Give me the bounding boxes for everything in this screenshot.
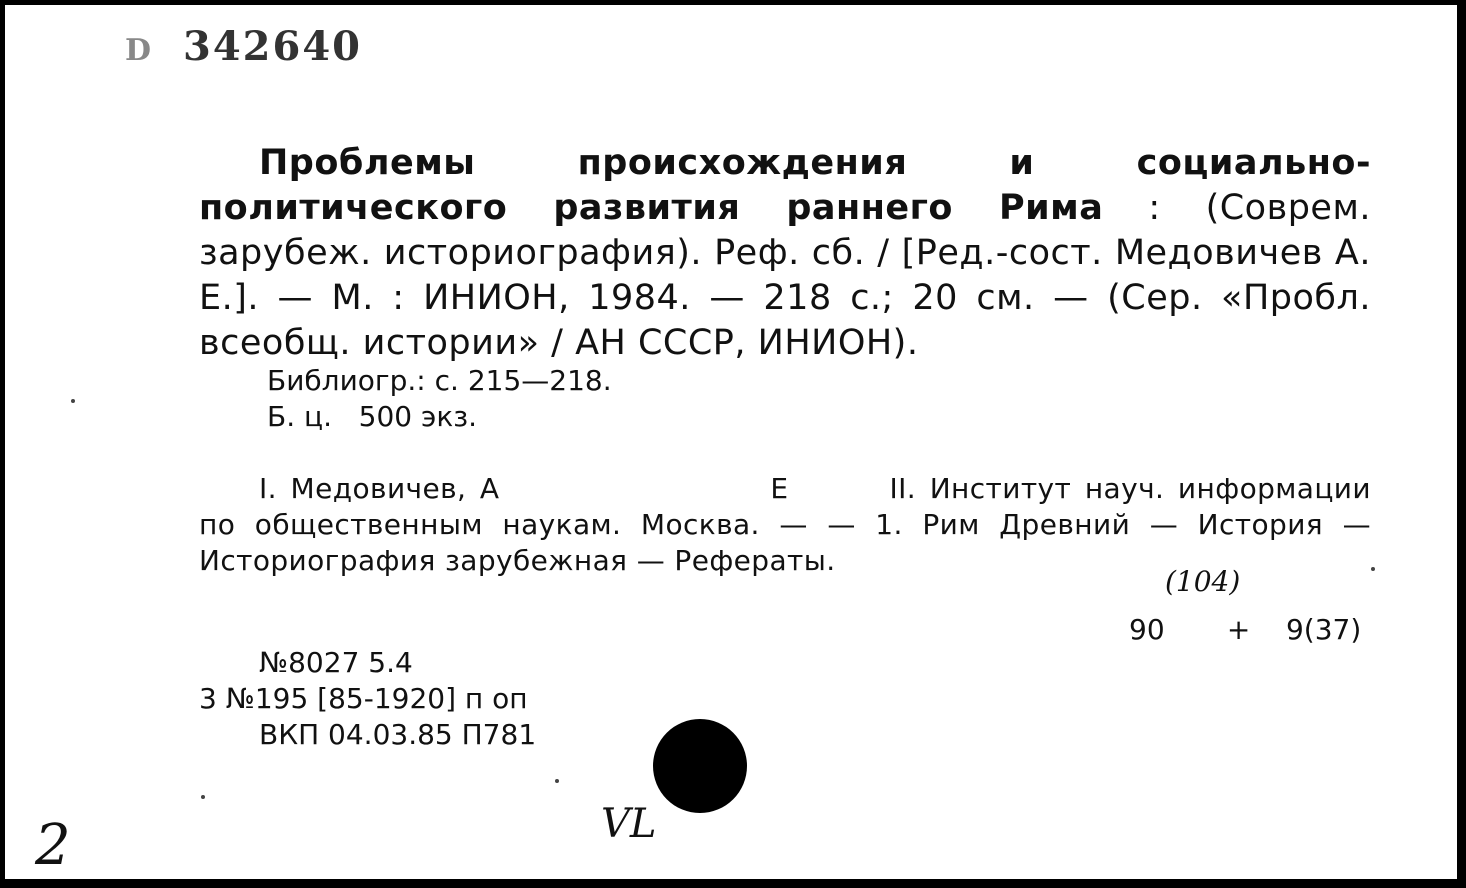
tracing-initial: Е — [770, 472, 789, 505]
main-description: : (Соврем. зарубеж. историография). Реф. сб. / [Ред.-сост. Медовичев А. Е.]. — М. : ИНИОН, 1984. — 218 с.; 20 см. — (Сер. «Пробл. всеобщ. истории» / АН СССР, ИНИОН). — [199, 188, 1371, 363]
tracings — [199, 471, 1371, 579]
handwritten-number: 2 — [35, 813, 71, 878]
stamp-number: 342640 — [183, 23, 363, 70]
handwritten-class-note: (104) — [1165, 565, 1241, 598]
tracing-subjects: II. Институт науч. информации по общественным наукам. Москва. — — 1. Рим Древний — История — Историография зарубежная — Рефераты. — [199, 472, 1372, 577]
ink-blot — [653, 719, 747, 813]
speck — [1371, 567, 1375, 571]
inventory-stamp — [125, 23, 362, 70]
handwritten-initials: VL — [601, 801, 657, 847]
stamp-prefix: D — [125, 33, 154, 68]
speck — [201, 795, 205, 799]
price-note: Б. ц. 500 экз. — [267, 400, 478, 433]
bibliographic-description — [199, 141, 1371, 366]
speck — [555, 779, 559, 783]
classification-index: 90 + 9(37) — [1129, 613, 1362, 646]
tracing-author: I. Медовичев, А — [259, 472, 500, 505]
bibliography-note: Библиогр.: с. 215—218. — [267, 364, 612, 397]
code-line-1: №8027 5.4 — [259, 646, 413, 679]
notes — [267, 363, 612, 435]
code-line-2: 3 №195 [85-1920] п оп — [199, 682, 528, 715]
speck — [71, 399, 75, 403]
main-title: Проблемы происхождения и социально-политического развития раннего Рима — [199, 143, 1371, 228]
code-line-3: ВКП 04.03.85 П781 — [259, 718, 537, 751]
catalog-card — [3, 3, 1459, 881]
